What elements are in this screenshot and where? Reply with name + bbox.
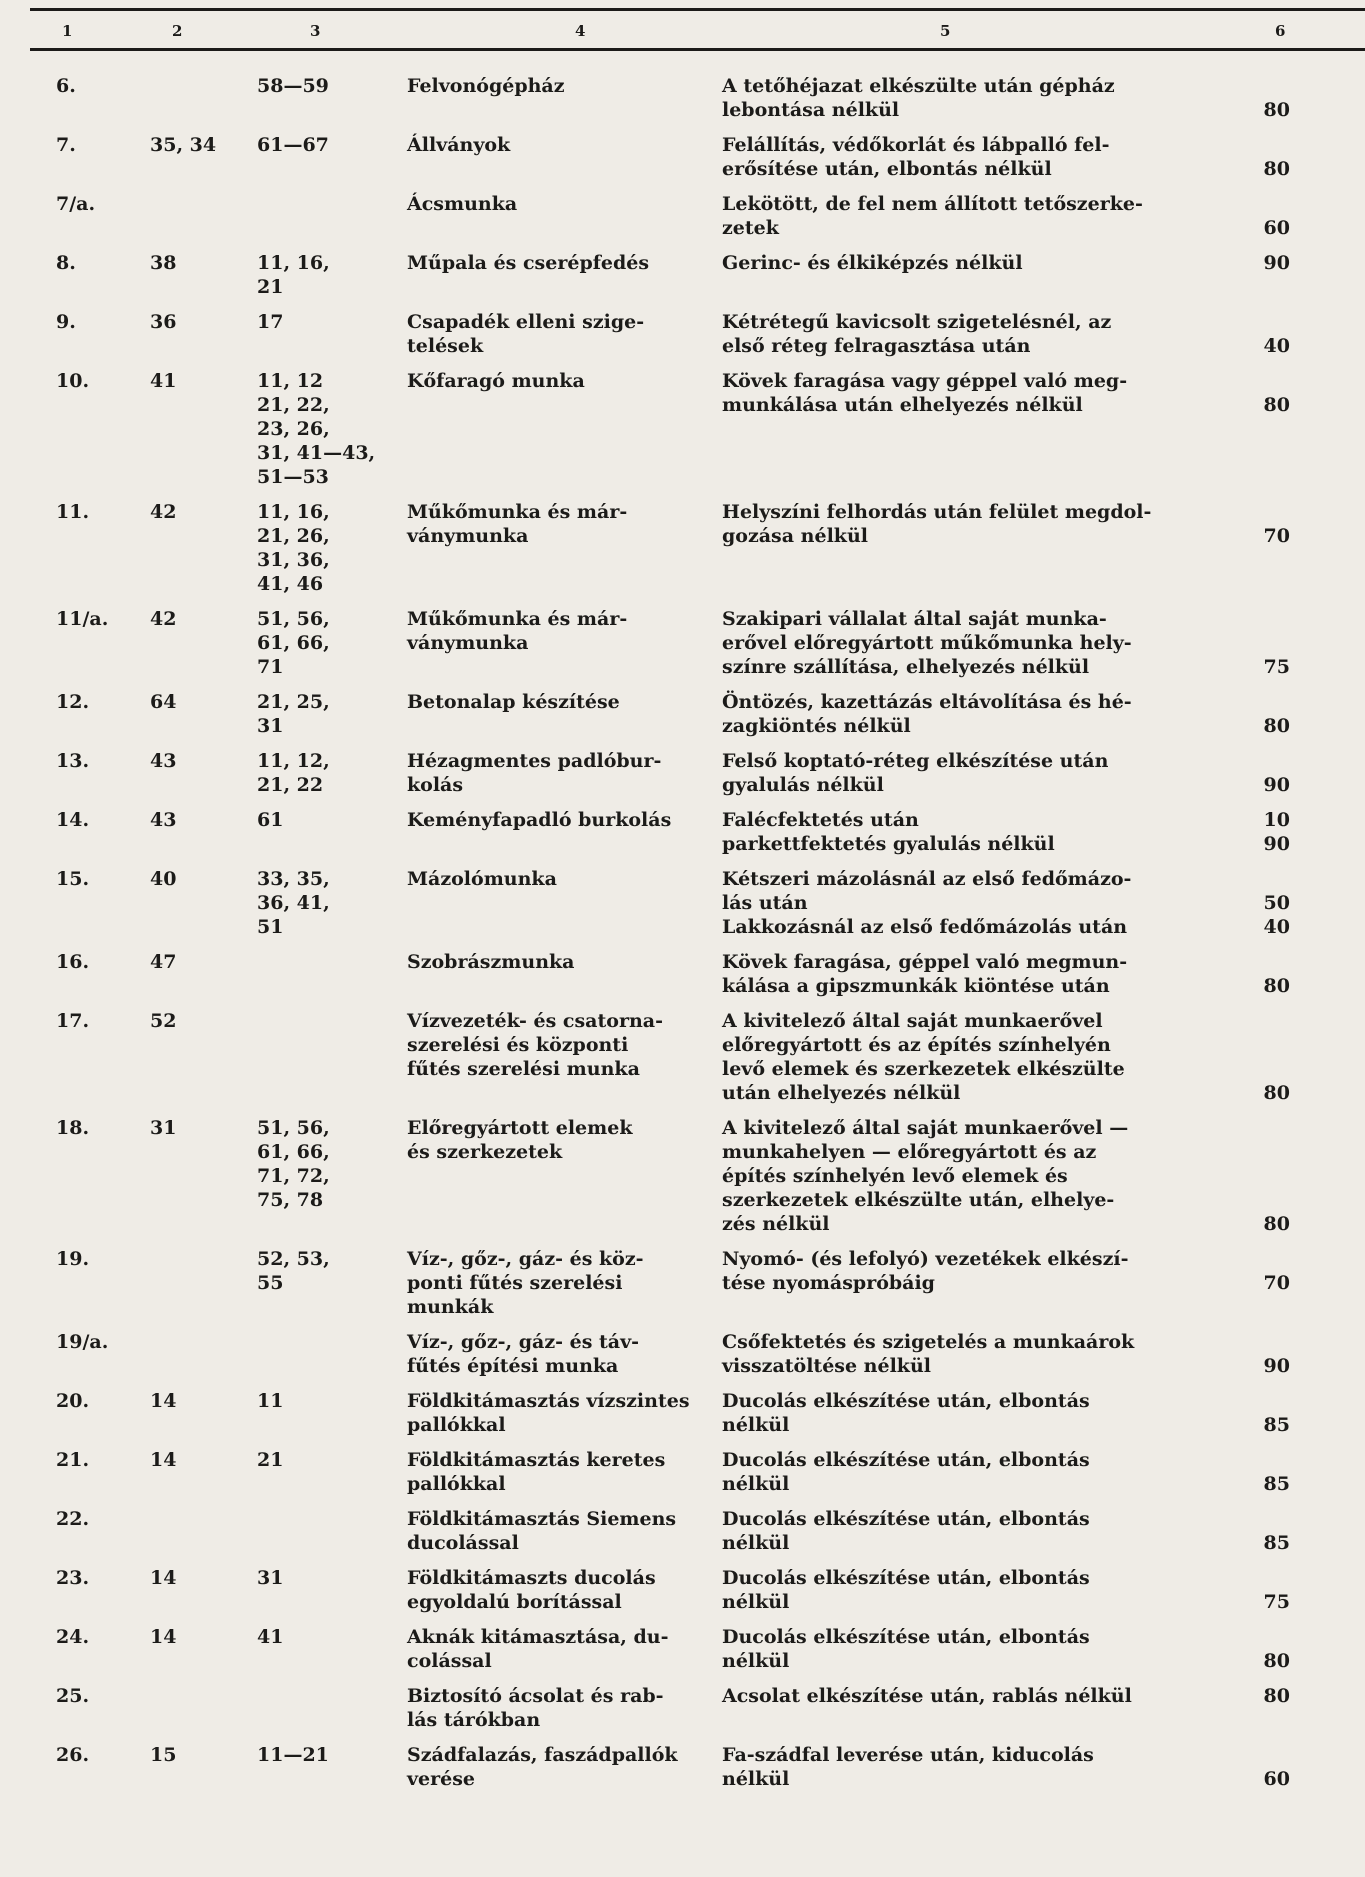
- cell-c6: [1240, 369, 1290, 417]
- cell-c2: 14: [150, 1626, 177, 1648]
- cell-c6: [1240, 867, 1290, 939]
- cell-c5: A kivitelező által saját munkaerővel előregyártott és az építés színhelyén levő elemek és szerkezetek elkészülte után elhelyezés nélkül: [722, 1010, 1125, 1104]
- cell-c3: 61—67: [257, 134, 329, 156]
- cell-c3: 58—59: [257, 75, 329, 97]
- cell-c3: 11, 16, 21, 26, 31, 36, 41, 46: [257, 501, 330, 595]
- cell-c2: 36: [150, 311, 177, 333]
- cell-c2: 15: [150, 1744, 177, 1766]
- cell-c1: 7/a.: [56, 193, 96, 215]
- percent-value: 70: [1263, 525, 1290, 547]
- cell-c4: Előregyártott elemek és szerkezetek: [407, 1117, 633, 1163]
- cell-c4: Felvonógépház: [407, 75, 565, 97]
- cell-c1: 11/a.: [56, 608, 109, 630]
- cell-c5: Lekötött, de fel nem állított tetőszerke- zetek: [722, 193, 1143, 239]
- cell-c1: 7.: [56, 134, 76, 156]
- cell-c2: 31: [150, 1117, 177, 1139]
- cell-c2: 43: [150, 809, 177, 831]
- cell-c4: Földkitámaszts ducolás egyoldalú borítással: [407, 1567, 656, 1613]
- percent-value: 80: [1263, 99, 1290, 121]
- cell-c1: 20.: [56, 1390, 90, 1412]
- percent-value: [1240, 950, 1290, 974]
- header-col-1: 1: [62, 22, 73, 40]
- cell-c6: [1240, 1247, 1290, 1295]
- cell-c1: 17.: [56, 1010, 90, 1032]
- cell-c5: Ducolás elkészítése után, elbontás nélkül: [722, 1567, 1090, 1613]
- cell-c6: [1240, 749, 1290, 797]
- percent-value: 85: [1263, 1532, 1290, 1554]
- percent-value: 40: [1263, 916, 1290, 938]
- percent-value: [1240, 1057, 1290, 1081]
- cell-c2: 41: [150, 370, 177, 392]
- cell-c5: Acsolat elkészítése után, rablás nélkül: [722, 1685, 1132, 1707]
- cell-c1: 18.: [56, 1117, 90, 1139]
- percent-value: 75: [1263, 656, 1290, 678]
- cell-c1: 21.: [56, 1449, 90, 1471]
- percent-value: [1240, 1566, 1290, 1590]
- cell-c5: Felállítás, védőkorlát és lábpalló fel- erősítése után, elbontás nélkül: [722, 134, 1110, 180]
- percent-value: [1240, 369, 1290, 393]
- cell-c5: Szakipari vállalat által saját munka- erővel előregyártott műkőmunka hely- színre szállítása, elhelyezés nélkül: [722, 608, 1132, 678]
- header-col-3: 3: [310, 22, 321, 40]
- percent-value: [1240, 607, 1290, 631]
- cell-c4: Biztosító ácsolat és rab- lás tárókban: [407, 1685, 664, 1731]
- percent-value: 90: [1263, 252, 1290, 274]
- cell-c3: 51, 56, 61, 66, 71, 72, 75, 78: [257, 1117, 330, 1211]
- cell-c4: Műpala és cserépfedés: [407, 252, 650, 274]
- cell-c3: 11, 12, 21, 22: [257, 750, 330, 796]
- percent-value: 80: [1263, 1685, 1290, 1707]
- cell-c6: [1240, 74, 1290, 122]
- percent-value: [1240, 1188, 1290, 1212]
- percent-value: 80: [1263, 158, 1290, 180]
- cell-c4: Kőfaragó munka: [407, 370, 585, 392]
- percent-value: 40: [1263, 335, 1290, 357]
- cell-c4: Műkőmunka és már- ványmunka: [407, 608, 628, 654]
- percent-value: 60: [1263, 1768, 1290, 1790]
- cell-c5: A tetőhéjazat elkészülte után gépház lebontása nélkül: [722, 75, 1115, 121]
- cell-c1: 8.: [56, 252, 76, 274]
- cell-c1: 6.: [56, 75, 76, 97]
- percent-value: 90: [1263, 833, 1290, 855]
- percent-value: [1240, 500, 1290, 524]
- cell-c4: Mázolómunka: [407, 868, 557, 890]
- cell-c2: 14: [150, 1390, 177, 1412]
- cell-c2: 47: [150, 951, 177, 973]
- top-rule: [30, 8, 1365, 11]
- cell-c5: Ducolás elkészítése után, elbontás nélkül: [722, 1449, 1090, 1495]
- percent-value: [1240, 192, 1290, 216]
- percent-value: [1240, 1116, 1290, 1140]
- percent-value: [1240, 1247, 1290, 1271]
- cell-c6: [1240, 1448, 1290, 1496]
- percent-value: 90: [1263, 1355, 1290, 1377]
- cell-c1: 23.: [56, 1567, 90, 1589]
- cell-c5: Kétrétegű kavicsolt szigetelésnél, az első réteg felragasztása után: [722, 311, 1112, 357]
- cell-c4: Földkitámasztás vízszintes pallókkal: [407, 1390, 690, 1436]
- percent-value: [1240, 749, 1290, 773]
- cell-c4: Műkőmunka és már- ványmunka: [407, 501, 628, 547]
- percent-value: 80: [1263, 975, 1290, 997]
- cell-c2: 43: [150, 750, 177, 772]
- cell-c5: Ducolás elkészítése után, elbontás nélkül: [722, 1390, 1090, 1436]
- cell-c1: 24.: [56, 1626, 90, 1648]
- header-col-6: 6: [1275, 22, 1286, 40]
- cell-c3: 21, 25, 31: [257, 691, 330, 737]
- percent-value: 80: [1263, 1650, 1290, 1672]
- cell-c1: 13.: [56, 750, 90, 772]
- cell-c6: [1240, 1009, 1290, 1105]
- percent-value: 75: [1263, 1591, 1290, 1613]
- cell-c6: [1240, 607, 1290, 679]
- cell-c5: Kétszeri mázolásnál az első fedőmázo- lás után Lakkozásnál az első fedőmázolás után: [722, 868, 1132, 938]
- cell-c6: [1240, 1743, 1290, 1791]
- percent-value: [1240, 1625, 1290, 1649]
- percent-value: [1240, 1164, 1290, 1188]
- cell-c6: [1240, 251, 1290, 275]
- percent-value: [1240, 867, 1290, 891]
- percent-value: 60: [1263, 217, 1290, 239]
- percent-value: [1240, 1507, 1290, 1531]
- percent-value: [1240, 1448, 1290, 1472]
- percent-value: [1240, 1033, 1290, 1057]
- cell-c4: Szobrászmunka: [407, 951, 575, 973]
- cell-c5: Gerinc- és élkiképzés nélkül: [722, 252, 1023, 274]
- cell-c3: 21: [257, 1449, 284, 1471]
- cell-c5: Kövek faragása vagy géppel való meg- munkálása után elhelyezés nélkül: [722, 370, 1128, 416]
- percent-value: 80: [1263, 715, 1290, 737]
- cell-c2: 14: [150, 1449, 177, 1471]
- header-col-2: 2: [172, 22, 183, 40]
- cell-c1: 9.: [56, 311, 76, 333]
- column-number-header: [0, 22, 1365, 42]
- cell-c1: 14.: [56, 809, 90, 831]
- cell-c6: [1240, 1330, 1290, 1378]
- cell-c6: [1240, 690, 1290, 738]
- cell-c5: Falécfektetés után parkettfektetés gyalulás nélkül: [722, 809, 1055, 855]
- cell-c4: Víz-, gőz-, gáz- és köz- ponti fűtés szerelési munkák: [407, 1248, 644, 1318]
- cell-c1: 16.: [56, 951, 90, 973]
- percent-value: [1240, 74, 1290, 98]
- cell-c6: [1240, 1389, 1290, 1437]
- cell-c5: Csőfektetés és szigetelés a munkaárok visszatöltése nélkül: [722, 1331, 1135, 1377]
- cell-c3: 41: [257, 1626, 284, 1648]
- cell-c3: 52, 53, 55: [257, 1248, 330, 1294]
- cell-c1: 19/a.: [56, 1331, 109, 1353]
- cell-c5: Kövek faragása, géppel való megmun- kálása a gipszmunkák kiöntése után: [722, 951, 1128, 997]
- cell-c6: [1240, 1625, 1290, 1673]
- cell-c6: [1240, 192, 1290, 240]
- cell-c3: 11, 12 21, 22, 23, 26, 31, 41—43, 51—53: [257, 370, 376, 488]
- cell-c1: 10.: [56, 370, 90, 392]
- header-col-4: 4: [575, 22, 586, 40]
- cell-c4: Víz-, gőz-, gáz- és táv- fűtés építési munka: [407, 1331, 640, 1377]
- cell-c2: 38: [150, 252, 177, 274]
- cell-c4: Hézagmentes padlóbur- kolás: [407, 750, 662, 796]
- percent-value: [1240, 1743, 1290, 1767]
- percent-value: 85: [1263, 1414, 1290, 1436]
- cell-c4: Szádfalazás, faszádpallók verése: [407, 1744, 678, 1790]
- percent-value: 85: [1263, 1473, 1290, 1495]
- percent-value: [1240, 1389, 1290, 1413]
- cell-c3: 17: [257, 311, 284, 333]
- percent-value: [1240, 133, 1290, 157]
- percent-value: [1240, 1330, 1290, 1354]
- cell-c4: Ácsmunka: [407, 193, 518, 215]
- cell-c3: 11—21: [257, 1744, 329, 1766]
- percent-value: 70: [1263, 1272, 1290, 1294]
- cell-c6: [1240, 950, 1290, 998]
- cell-c6: [1240, 1684, 1290, 1708]
- cell-c6: [1240, 500, 1290, 548]
- cell-c2: 40: [150, 868, 177, 890]
- cell-c6: [1240, 1116, 1290, 1236]
- cell-c1: 15.: [56, 868, 90, 890]
- cell-c6: [1240, 808, 1290, 856]
- cell-c4: Földkitámasztás keretes pallókkal: [407, 1449, 666, 1495]
- cell-c1: 26.: [56, 1744, 90, 1766]
- cell-c6: [1240, 1507, 1290, 1555]
- cell-c4: Betonalap készítése: [407, 691, 620, 713]
- cell-c3: 11, 16, 21: [257, 252, 330, 298]
- cell-c5: Fa-szádfal leverése után, kiducolás nélkül: [722, 1744, 1094, 1790]
- cell-c6: [1240, 1566, 1290, 1614]
- percent-value: 90: [1263, 774, 1290, 796]
- percent-value: 80: [1263, 1082, 1290, 1104]
- percent-value: [1240, 690, 1290, 714]
- cell-c1: 25.: [56, 1685, 90, 1707]
- cell-c5: A kivitelező által saját munkaerővel — munkahelyen — előregyártott és az építés színhelyén levő elemek és szerkezetek elkészülte után, elhelye- zés nélkül: [722, 1117, 1129, 1235]
- cell-c3: 31: [257, 1567, 284, 1589]
- cell-c4: Aknák kitámasztása, du- colással: [407, 1626, 669, 1672]
- cell-c3: 51, 56, 61, 66, 71: [257, 608, 330, 678]
- percent-value: 80: [1263, 1213, 1290, 1235]
- cell-c1: 22.: [56, 1508, 90, 1530]
- cell-c4: Keményfapadló burkolás: [407, 809, 672, 831]
- cell-c2: 14: [150, 1567, 177, 1589]
- cell-c4: Földkitámasztás Siemens ducolással: [407, 1508, 677, 1554]
- cell-c2: 64: [150, 691, 177, 713]
- cell-c1: 12.: [56, 691, 90, 713]
- cell-c1: 19.: [56, 1248, 90, 1270]
- cell-c6: [1240, 133, 1290, 181]
- header-col-5: 5: [940, 22, 951, 40]
- cell-c2: 42: [150, 608, 177, 630]
- cell-c3: 61: [257, 809, 284, 831]
- cell-c3: 33, 35, 36, 41, 51: [257, 868, 330, 938]
- percent-value: 50: [1263, 892, 1290, 914]
- percent-value: 80: [1263, 394, 1290, 416]
- cell-c2: 35, 34: [150, 134, 217, 156]
- header-rule: [30, 48, 1365, 51]
- cell-c5: Ducolás elkészítése után, elbontás nélkül: [722, 1508, 1090, 1554]
- cell-c2: 52: [150, 1010, 177, 1032]
- percent-value: [1240, 1009, 1290, 1033]
- percent-value: [1240, 1140, 1290, 1164]
- cell-c3: 11: [257, 1390, 284, 1412]
- cell-c6: [1240, 310, 1290, 358]
- cell-c4: Vízvezeték- és csatorna- szerelési és központi fűtés szerelési munka: [407, 1010, 663, 1080]
- cell-c5: Felső koptató-réteg elkészítése után gyalulás nélkül: [722, 750, 1109, 796]
- cell-c2: 42: [150, 501, 177, 523]
- percent-value: 10: [1263, 809, 1290, 831]
- percent-value: [1240, 631, 1290, 655]
- cell-c4: Állványok: [407, 134, 511, 156]
- cell-c4: Csapadék elleni szige- telések: [407, 311, 645, 357]
- cell-c5: Öntözés, kazettázás eltávolítása és hé- zagkiöntés nélkül: [722, 691, 1132, 737]
- cell-c5: Ducolás elkészítése után, elbontás nélkül: [722, 1626, 1090, 1672]
- percent-value: [1240, 310, 1290, 334]
- cell-c5: Helyszíni felhordás után felület megdol- gozása nélkül: [722, 501, 1152, 547]
- cell-c5: Nyomó- (és lefolyó) vezetékek elkészí- tése nyomáspróbáig: [722, 1248, 1129, 1294]
- cell-c1: 11.: [56, 501, 90, 523]
